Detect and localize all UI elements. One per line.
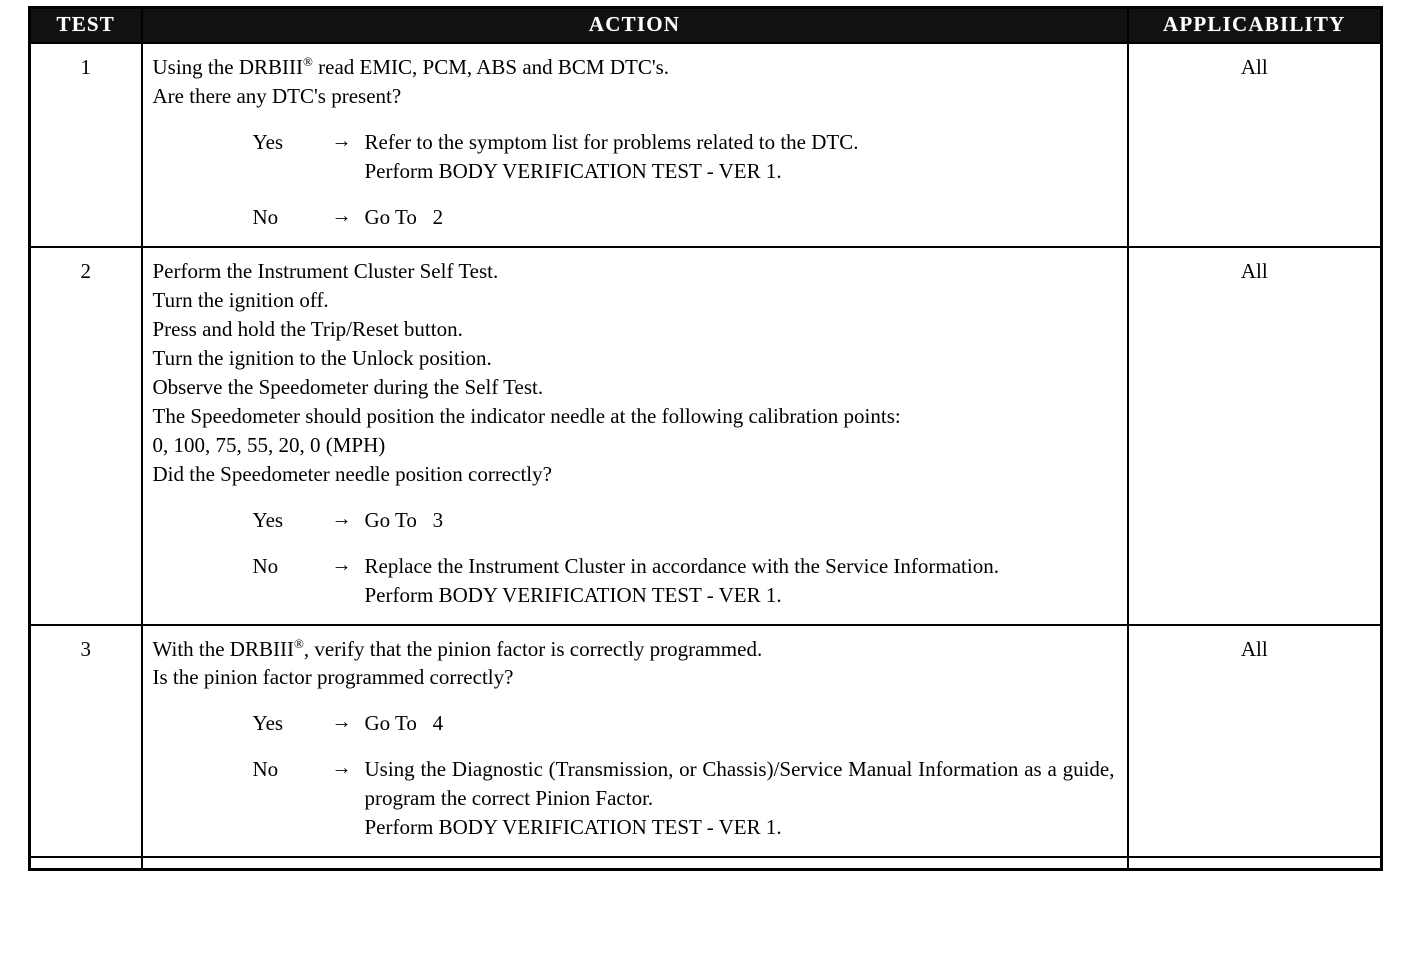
branch-answer: No (252, 757, 279, 782)
column-header-test: TEST (30, 8, 142, 44)
branch-yes (153, 128, 1115, 186)
action-statement: 0, 100, 75, 55, 20, 0 (MPH) (152, 432, 386, 457)
branch-yes (153, 506, 1115, 535)
statement-text: Are there any DTC's present? (152, 83, 402, 108)
branch-result-line: Perform BODY VERIFICATION TEST - VER 1. (364, 158, 782, 183)
branch-no (153, 203, 1115, 232)
branch-result (365, 128, 1115, 186)
branch-answer: No (252, 553, 279, 578)
branch-result-line: Perform BODY VERIFICATION TEST - VER 1. (364, 582, 782, 607)
branch-result (365, 755, 1115, 842)
arrow-right-icon: → (331, 757, 352, 780)
arrow-right-icon: → (331, 129, 352, 152)
action-statement: Turn the ignition to the Unlock position. (152, 345, 492, 370)
branch-answer: No (252, 204, 279, 229)
action-content (142, 247, 1128, 625)
table-body (30, 43, 1382, 870)
spacer-cell-test (30, 857, 142, 870)
branch-result-line: Go To 2 (364, 204, 444, 229)
column-header-applicability: APPLICABILITY (1128, 8, 1382, 44)
action-statement: Press and hold the Trip/Reset button. (152, 316, 463, 341)
table-footer-spacer (30, 857, 1382, 870)
test-number: 1 (30, 43, 142, 247)
action-content (142, 43, 1128, 247)
arrow-right-icon: → (331, 711, 352, 734)
action-content (142, 625, 1128, 858)
action-statement: Turn the ignition off. (152, 287, 329, 312)
branch-result-line: Perform BODY VERIFICATION TEST - VER 1. (364, 815, 782, 840)
branch-answer: Yes (252, 507, 284, 532)
action-statement: Perform the Instrument Cluster Self Test. (152, 258, 499, 283)
action-statement (153, 82, 1115, 111)
action-statement: Observe the Speedometer during the Self Test. (152, 374, 544, 399)
applicability-value: All (1128, 625, 1382, 858)
branch-answer: Yes (252, 711, 284, 736)
arrow-right-icon: → (331, 507, 352, 530)
branch-no (153, 755, 1115, 842)
column-header-action: ACTION (142, 8, 1128, 44)
branch-result-line: Go To 3 (364, 507, 444, 532)
table-header (30, 8, 1382, 44)
action-statement: Is the pinion factor programmed correctly? (152, 665, 514, 690)
table-row (30, 247, 1382, 625)
test-number: 3 (30, 625, 142, 858)
test-number: 2 (30, 247, 142, 625)
action-statement: The Speedometer should position the indicator needle at the following calibration points: (152, 403, 901, 428)
action-statement: With the DRBIII®, verify that the pinion factor is correctly programmed. (152, 635, 763, 661)
branch-result-line: Refer to the symptom list for problems related to the DTC. (364, 129, 859, 154)
spacer-cell-applicability (1128, 857, 1382, 870)
branch-answer: Yes (252, 129, 284, 154)
applicability-value: All (1128, 247, 1382, 625)
header-row (30, 8, 1382, 44)
branch-yes (153, 709, 1115, 738)
diagnostic-test-table (28, 6, 1383, 871)
branch-result (365, 506, 1115, 535)
arrow-right-icon: → (331, 553, 352, 576)
branch-result (365, 203, 1115, 232)
table-row (30, 43, 1382, 247)
action-statement: Using the DRBIII® read EMIC, PCM, ABS and BCM DTC's. (152, 54, 670, 79)
action-statement: Did the Speedometer needle position correctly? (152, 461, 552, 486)
branch-result-line: Using the Diagnostic (Transmission, or Chassis)/Service Manual Information as a guide, program the correct Pinion Factor. (364, 757, 1115, 811)
table-row (30, 625, 1382, 858)
branch-no (153, 552, 1115, 610)
branch-result-line: Go To 4 (364, 711, 444, 736)
branch-result-line: Replace the Instrument Cluster in accordance with the Service Information. (364, 553, 999, 578)
branch-result (365, 709, 1115, 738)
applicability-value: All (1128, 43, 1382, 247)
spacer-cell-action (142, 857, 1128, 870)
arrow-right-icon: → (331, 204, 352, 227)
branch-result (365, 552, 1115, 610)
